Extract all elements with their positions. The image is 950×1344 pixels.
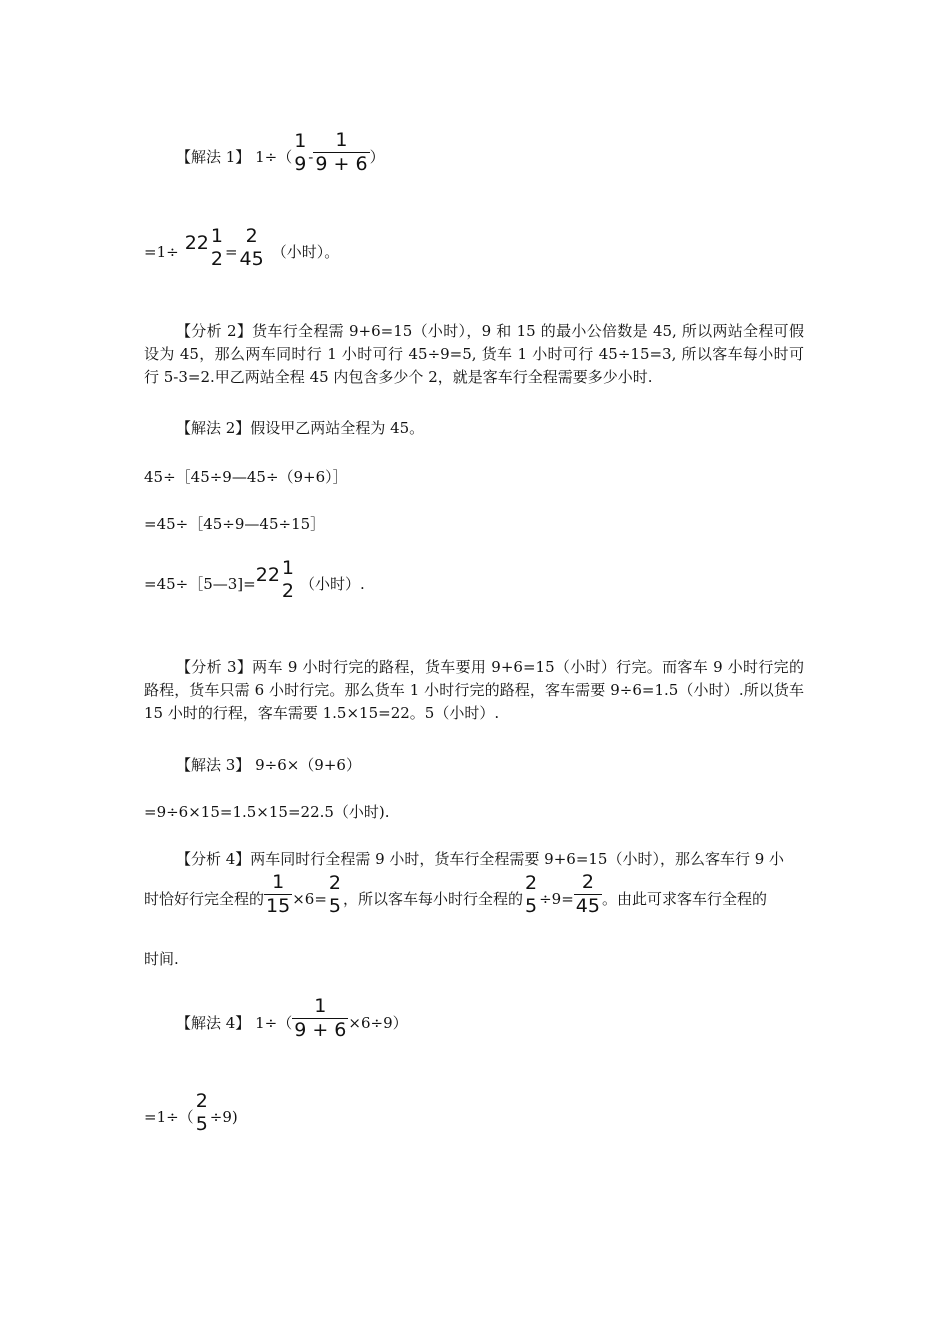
solution-1-expr-end: ） — [369, 148, 385, 166]
solution-1-label: 【解法 1】 — [176, 148, 251, 166]
mixed-whole: 22 — [255, 564, 280, 586]
minus-sign: - — [308, 148, 314, 166]
text-segment: ×6= — [292, 890, 327, 908]
solution-3-label: 【解法 3】 9÷6×（9+6） — [176, 756, 361, 774]
fraction-2-5: 2 5 — [525, 872, 538, 917]
solution-4-line — [176, 994, 408, 1041]
solution-1-expr-start: 1÷（ — [250, 148, 293, 166]
step-suffix: ÷9) — [209, 1108, 238, 1126]
solution-3-line-2: =9÷6×15=1.5×15=22.5（小时). — [144, 803, 390, 821]
solution-2-label: 【解法 2】假设甲乙两站全程为 45。 — [176, 419, 425, 437]
solution-2-line-2: =45÷［45÷9—45÷15］ — [144, 515, 326, 533]
solution-1-line — [176, 128, 385, 175]
solution-4-expr-end: ×6÷9） — [348, 1014, 408, 1032]
line-3-prefix: =45÷［5—3]= — [144, 575, 256, 593]
text-segment: 时恰好行完全程的 — [144, 890, 265, 908]
analysis-4-line-1: 【分析 4】两车同时行全程需 9 小时，货车行全程需要 9+6=15（小时），那么客车行 9 小 — [176, 850, 785, 868]
mixed-whole: 22 — [184, 232, 209, 254]
fraction-2-5: 2 5 — [195, 1090, 208, 1135]
solution-1-step-2 — [144, 224, 339, 270]
fraction-2-45: $\frac{2}{45}$ — [575, 871, 600, 917]
step-prefix: =1÷ — [144, 243, 179, 261]
fraction-2-5: 2 5 — [328, 872, 341, 917]
text-segment: ，所以客车每小时行全程的 — [342, 890, 523, 908]
line-3-suffix: （小时）. — [300, 575, 365, 593]
equals-sign: = — [224, 243, 238, 261]
solution-4-step-2 — [144, 1089, 238, 1135]
fraction-1-15: $\frac{1}{15}$ — [266, 871, 291, 917]
analysis-2-paragraph: 【分析 2】货车行全程需 9+6=15（小时），9 和 15 的最小公倍数是 45, 所以两站全程可假设为 45，那么两车同时行 1 小时可行 45÷9=5, 货车 1 小时可行 45÷15=3, 所以客车每小时可行 5-3=2.甲乙两站全程 45 内包含多少个 2，就是客车行全程需要多少小时. — [144, 322, 804, 386]
fraction-1-over-9-plus-6: $\frac{1}{9 + 6}$ — [294, 995, 347, 1041]
fraction-1-over-9-plus-6: $\frac{1}{9 + 6}$ — [315, 129, 368, 175]
fraction-1-2: 1 2 — [210, 225, 223, 270]
fraction-2-45: 2 45 — [239, 225, 264, 270]
solution-4-expr-start: 1÷（ — [250, 1014, 293, 1032]
solution-2-line-3 — [144, 556, 365, 602]
text-segment: 。由此可求客车行全程的 — [601, 890, 767, 908]
solution-4-label: 【解法 4】 — [176, 1014, 251, 1032]
solution-2-line-1: 45÷［45÷9—45÷（9+6）］ — [144, 468, 348, 486]
text-segment: ÷9= — [539, 890, 574, 908]
fraction-1-2: 1 2 — [281, 557, 295, 602]
step-suffix: （小时）。 — [271, 243, 340, 261]
fraction-1-9: 1 9 — [294, 130, 307, 175]
analysis-4-line-2 — [144, 870, 767, 917]
analysis-4-line-3: 时间. — [144, 950, 179, 968]
step-prefix: =1÷（ — [144, 1108, 194, 1126]
analysis-3-paragraph: 【分析 3】两车 9 小时行完的路程，货车要用 9+6=15（小时）行完。而客车 9 小时行完的路程，货车只需 6 小时行完。那么货车 1 小时行完的路程，客车需要 9÷6=1.5（小时）.所以货车 15 小时的行程，客车需要 1.5×15=22。5（小时）. — [144, 658, 804, 722]
